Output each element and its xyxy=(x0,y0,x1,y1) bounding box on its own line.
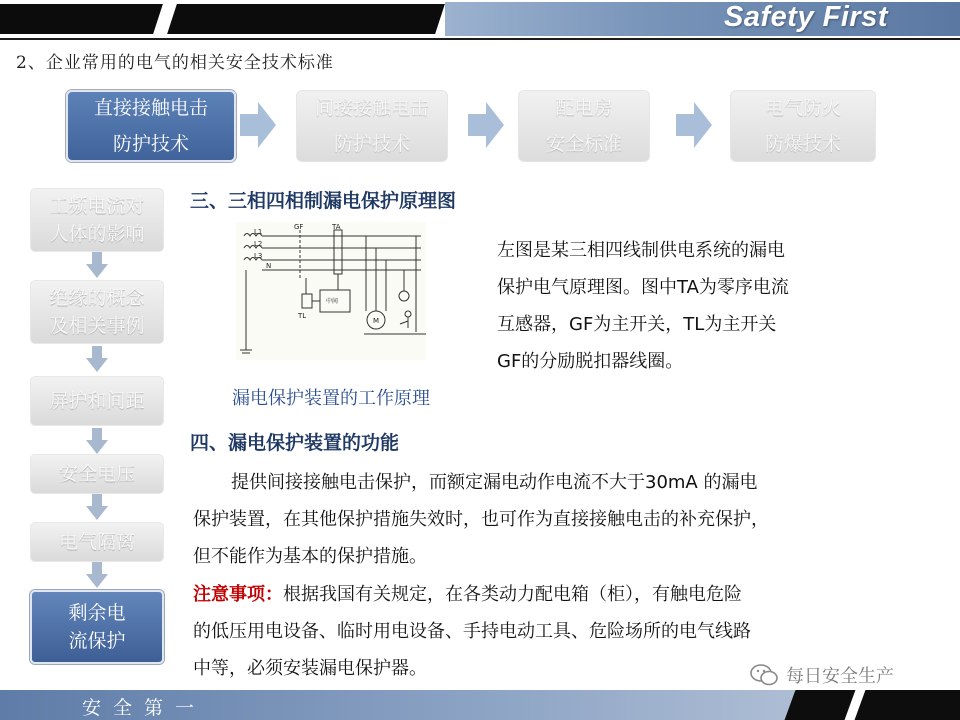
diagram-label-motor: M xyxy=(373,317,380,325)
left-step-isolation[interactable] xyxy=(30,522,164,562)
footer-black-band xyxy=(855,690,960,720)
note-line: 根据我国有关规定，在各类动力配电箱（柜），有触电危险 xyxy=(283,584,742,605)
header-divider xyxy=(0,38,960,40)
footer-bar xyxy=(0,690,960,720)
watermark xyxy=(750,662,894,688)
left-step-line1: 屏护和间距 xyxy=(49,390,145,412)
left-step-shielding[interactable] xyxy=(30,376,164,426)
arrow-right-icon xyxy=(676,100,712,150)
arrow-down-icon xyxy=(86,346,108,372)
wechat-icon xyxy=(750,663,778,687)
diagram-label-ta: TA xyxy=(332,223,341,231)
header-black-band xyxy=(0,4,163,34)
arrow-down-icon xyxy=(86,494,108,520)
diagram-label-l1: L1 xyxy=(254,228,263,236)
arrow-down-icon xyxy=(86,428,108,454)
paragraph-line: 但不能作为基本的保护措施。 xyxy=(193,546,427,567)
description-line: 左图是某三相四线制供电系统的漏电 xyxy=(497,240,785,261)
description-line: 保护电气原理图。图中TA为零序电流 xyxy=(497,277,789,298)
diagram-label-l3: L3 xyxy=(254,252,263,260)
left-step-line2: 流保护 xyxy=(68,630,126,652)
diagram-description xyxy=(497,232,857,380)
description-line: 互感器，GF为主开关，TL为主开关 xyxy=(497,314,777,335)
left-step-line1: 电气隔离 xyxy=(58,531,135,553)
left-step-line1: 绝缘的概念 xyxy=(49,287,145,309)
paragraph-line: 保护装置，在其他保护措施失效时，也可作为直接接触电击的补充保护， xyxy=(193,509,769,530)
top-step-line2: 防护技术 xyxy=(112,133,189,155)
top-step-line1: 电气防火 xyxy=(764,97,841,119)
header-black-band xyxy=(167,4,445,34)
left-step-line1: 安全电压 xyxy=(58,463,135,485)
section-title: 2、企业常用的电气的相关安全技术标准 xyxy=(16,53,334,73)
leakage-protection-diagram xyxy=(236,222,426,360)
heading-device-function: 四、漏电保护装置的功能 xyxy=(190,432,400,454)
heading-leakage-diagram: 三、三相四相制漏电保护原理图 xyxy=(190,190,457,212)
diagram-label-n: N xyxy=(266,262,272,270)
top-step-fire-explosion[interactable] xyxy=(730,90,876,162)
top-step-line1: 配电房 xyxy=(555,97,613,119)
function-paragraph xyxy=(193,464,883,575)
paragraph-line: 提供间接接触电击保护，而额定漏电动作电流不大于30mA 的漏电 xyxy=(231,472,758,493)
diagram-label-tl: TL xyxy=(298,312,307,320)
top-step-direct-contact[interactable] xyxy=(66,90,236,162)
top-step-distribution-room[interactable] xyxy=(518,90,650,162)
left-step-line1: 工频电流对 xyxy=(49,195,145,217)
note-line: 的低压用电设备、临时用电设备、手持电动工具、危险场所的电气线路 xyxy=(193,621,751,642)
left-step-line2: 人体的影响 xyxy=(49,223,145,245)
top-step-line2: 防爆技术 xyxy=(764,133,841,155)
arrow-right-icon xyxy=(240,100,276,150)
footer-black-band xyxy=(785,690,856,720)
arrow-down-icon xyxy=(86,562,108,588)
left-step-safe-voltage[interactable] xyxy=(30,454,164,494)
top-step-indirect-contact[interactable] xyxy=(296,90,448,162)
header-bar xyxy=(0,0,960,40)
diagram-label-gf: GF xyxy=(294,223,304,231)
diagram-label-box: 中间 xyxy=(326,298,339,305)
note-line: 中等，必须安装漏电保护器。 xyxy=(193,658,427,679)
arrow-right-icon xyxy=(468,100,504,150)
top-step-line2: 安全标准 xyxy=(545,133,622,155)
top-step-line1: 直接接触电击 xyxy=(93,97,208,119)
diagram-label-l2: L2 xyxy=(254,240,263,248)
left-step-residual-current[interactable] xyxy=(30,590,164,664)
arrow-down-icon xyxy=(86,252,108,278)
top-step-line2: 防护技术 xyxy=(333,133,410,155)
note-label: 注意事项： xyxy=(193,584,283,605)
top-step-line1: 间接接触电击 xyxy=(314,97,429,119)
watermark-text: 每日安全生产 xyxy=(786,666,894,687)
left-step-line2: 及相关事例 xyxy=(49,315,145,337)
left-step-current-effects[interactable] xyxy=(30,188,164,252)
header-title: Safety First xyxy=(724,1,888,33)
left-step-insulation[interactable] xyxy=(30,280,164,344)
description-line: GF的分励脱扣器线圈。 xyxy=(497,351,684,372)
diagram-caption: 漏电保护装置的工作原理 xyxy=(232,388,430,409)
footer-text: 安全第一 xyxy=(82,697,207,719)
left-step-line1: 剩余电 xyxy=(68,602,126,624)
